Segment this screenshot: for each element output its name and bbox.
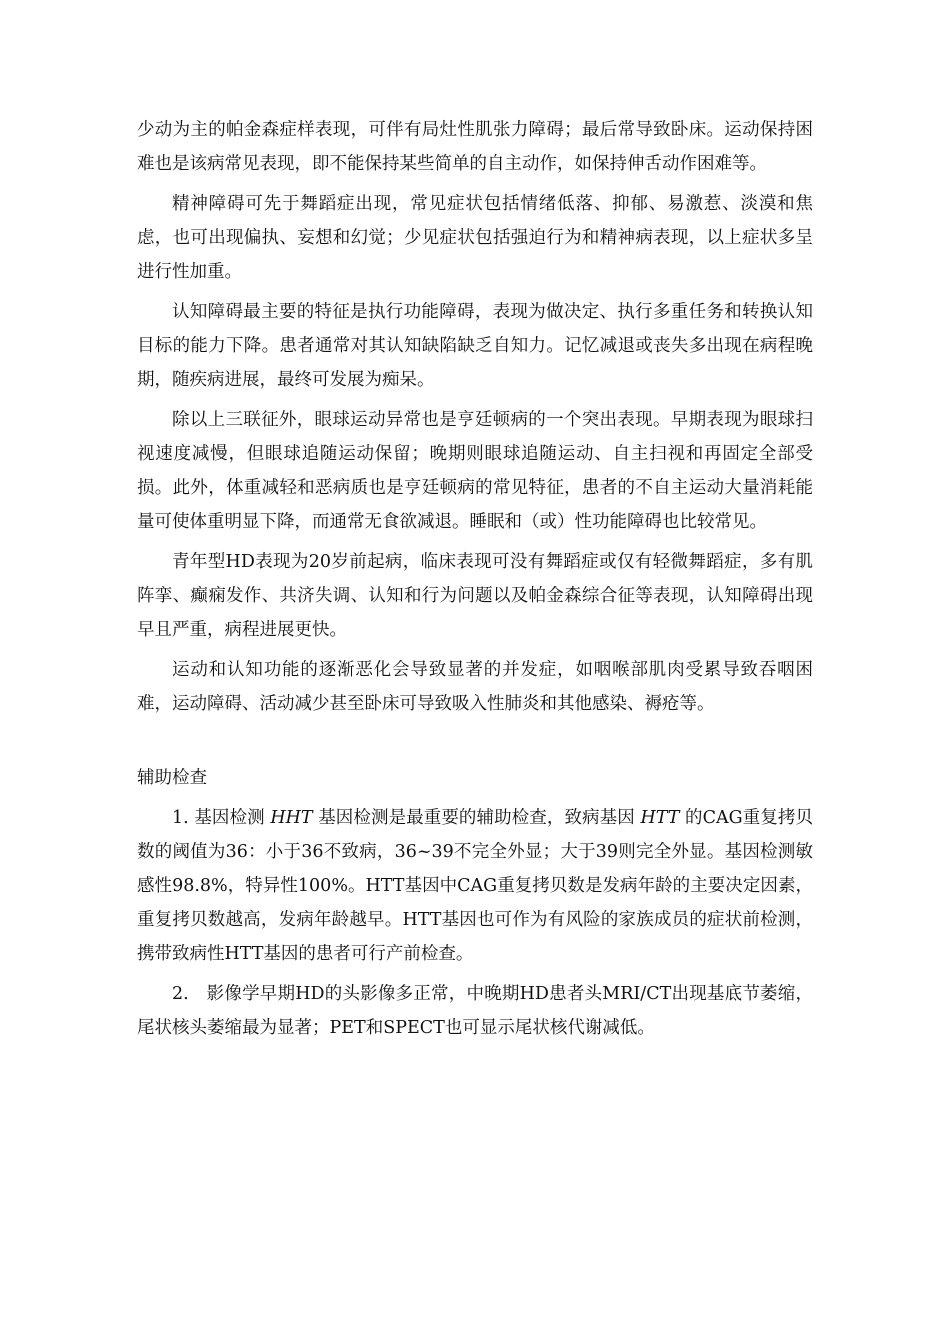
paragraph-psychiatric: 精神障碍可先于舞蹈症出现，常见症状包括情绪低落、抑郁、易激惹、淡漠和焦虑，也可出现偏执、妄想和幻觉；少见症状包括强迫行为和精神病表现，以上症状多呈进行性加重。 <box>137 194 813 282</box>
gene-name-htt: HTT <box>640 808 680 828</box>
exam-item-genetic-testing <box>137 801 813 971</box>
paragraph-juvenile-hd: 青年型HD表现为20岁前起病，临床表现可没有舞蹈症或仅有轻微舞蹈症，多有肌阵挛、癫痫发作、共济失调、认知和行为问题以及帕金森综合征等表现，认知障碍出现早且严重，病程进展更快。 <box>137 552 813 640</box>
document-body <box>137 113 813 1045</box>
gene-name-hht: HHT <box>270 808 313 828</box>
exam-item-genetic-text-3: 的CAG重复拷贝数的阈值为36：小于36不致病，36~39不完全外显；大于39则完全外显。基因检测敏感性98.8%，特异性100%。HTT基因中CAG重复拷贝数是发病年龄的主要决定因素，重复拷贝数越高，发病年龄越早。HTT基因也可作为有风险的家族成员的症状前检测，携带致病性HTT基因的患者可行产前检查。 <box>137 808 814 964</box>
paragraph-cognitive: 认知障碍最主要的特征是执行功能障碍，表现为做决定、执行多重任务和转换认知目标的能力下降。患者通常对其认知缺陷缺乏自知力。记忆减退或丧失多出现在病程晚期，随疾病进展，最终可发展为痴呆。 <box>137 302 813 390</box>
paragraph-eye-movement: 除以上三联征外，眼球运动异常也是亨廷顿病的一个突出表现。早期表现为眼球扫视速度减慢，但眼球追随运动保留；晚期则眼球追随运动、自主扫视和再固定全部受损。此外，体重减轻和恶病质也是亨廷顿病的常见特征，患者的不自主运动大量消耗能量可使体重明显下降，而通常无食欲减退。睡眠和（或）性功能障碍也比较常见。 <box>137 410 813 532</box>
exam-item-genetic-text-1: 1. 基因检测 <box>172 808 271 828</box>
section-gap <box>137 721 813 755</box>
exam-item-imaging: 2. 影像学早期HD的头影像多正常，中晚期HD患者头MRI/CT出现基底节萎缩，尾状核头萎缩最为显著；PET和SPECT也可显示尾状核代谢减低。 <box>137 984 813 1038</box>
paragraph-motor-continued: 少动为主的帕金森症样表现，可伴有局灶性肌张力障碍；最后常导致卧床。运动保持困难也是该病常见表现，即不能保持某些简单的自主动作，如保持伸舌动作困难等。 <box>137 120 813 174</box>
paragraph-complications: 运动和认知功能的逐渐恶化会导致显著的并发症，如咽喉部肌肉受累导致吞咽困难，运动障碍、活动减少甚至卧床可导致吸入性肺炎和其他感染、褥疮等。 <box>137 660 813 714</box>
section-heading-auxiliary-exams: 辅助检查 <box>137 768 207 788</box>
exam-item-genetic-text-2: 基因检测是最重要的辅助检查，致病基因 <box>312 808 641 828</box>
